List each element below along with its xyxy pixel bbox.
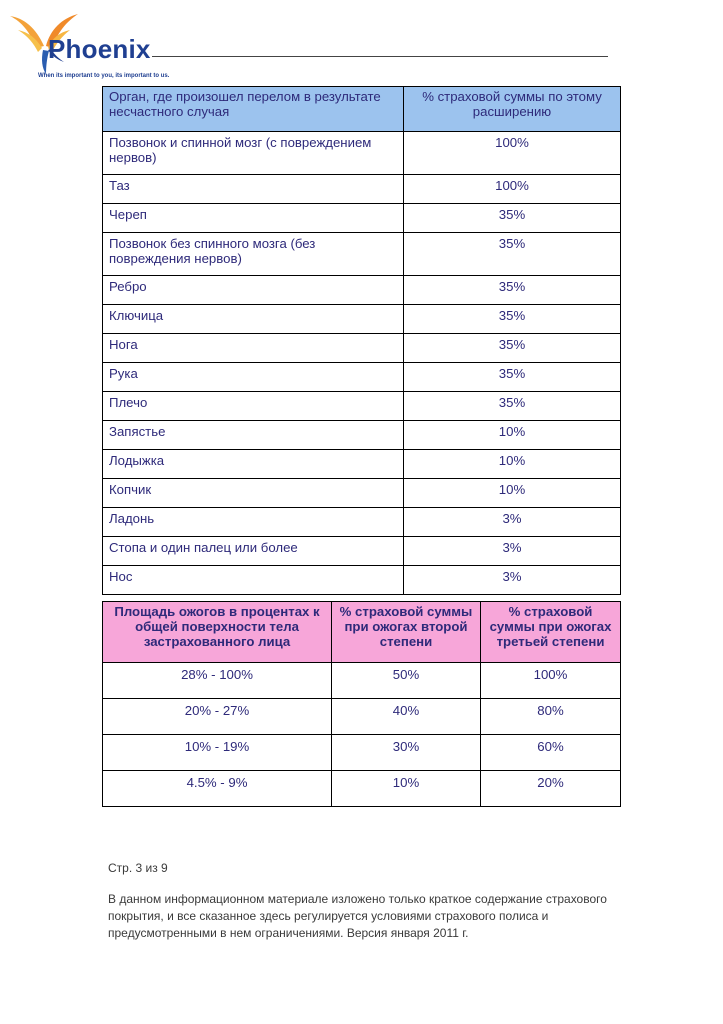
percent-cell: 35%: [404, 204, 621, 233]
table-header-row: [103, 602, 621, 663]
second-degree-cell: 40%: [332, 699, 481, 735]
organ-cell: Таз: [103, 175, 404, 204]
burn-area-cell: 4.5% - 9%: [103, 771, 332, 807]
organ-cell: Рука: [103, 363, 404, 392]
table-row: [103, 276, 621, 305]
percent-cell: 3%: [404, 566, 621, 595]
header-divider: [152, 56, 608, 57]
organ-cell: Копчик: [103, 479, 404, 508]
percent-cell: 35%: [404, 276, 621, 305]
organ-cell: Ладонь: [103, 508, 404, 537]
table-row: [103, 566, 621, 595]
burn-area-cell: 10% - 19%: [103, 735, 332, 771]
table-row: [103, 771, 621, 807]
table-header-row: [103, 87, 621, 132]
percent-cell: 10%: [404, 450, 621, 479]
table-row: [103, 334, 621, 363]
fracture-table: [102, 86, 621, 595]
organ-cell: Плечо: [103, 392, 404, 421]
percent-cell: 3%: [404, 508, 621, 537]
table-row: [103, 204, 621, 233]
third-degree-cell: 60%: [481, 735, 621, 771]
brand-tagline: When its important to you, its important to us.: [38, 73, 170, 79]
table-row: [103, 392, 621, 421]
percent-cell: 35%: [404, 392, 621, 421]
column-header-third-degree: % страховой суммы при ожогах третьей степени: [481, 602, 621, 663]
third-degree-cell: 100%: [481, 663, 621, 699]
organ-cell: Позвонок без спинного мозга (без повреждения нервов): [103, 233, 404, 276]
page-header: [0, 0, 723, 88]
table-row: [103, 132, 621, 175]
column-header-second-degree: % страховой суммы при ожогах второй степени: [332, 602, 481, 663]
table-row: [103, 421, 621, 450]
table-row: [103, 735, 621, 771]
page-number: Стр. 3 из 9: [108, 861, 168, 875]
third-degree-cell: 80%: [481, 699, 621, 735]
table-row: [103, 663, 621, 699]
disclaimer-text: В данном информационном материале изложено только краткое содержание страхового покрытия, и все сказанное здесь регулируется условиями страхового полиса и предусмотренными в нем ограничениями. Версия января 2011 г.: [108, 892, 607, 940]
organ-cell: Лодыжка: [103, 450, 404, 479]
burns-table: [102, 601, 621, 807]
table-row: [103, 508, 621, 537]
organ-cell: Стопа и один палец или более: [103, 537, 404, 566]
percent-cell: 35%: [404, 233, 621, 276]
table-row: [103, 479, 621, 508]
burn-area-cell: 28% - 100%: [103, 663, 332, 699]
third-degree-cell: 20%: [481, 771, 621, 807]
organ-cell: Череп: [103, 204, 404, 233]
percent-cell: 100%: [404, 175, 621, 204]
column-header-percent: % страховой суммы по этому расширению: [404, 87, 621, 132]
organ-cell: Ребро: [103, 276, 404, 305]
organ-cell: Ключица: [103, 305, 404, 334]
column-header-organ: Орган, где произошел перелом в результате несчастного случая: [103, 87, 404, 132]
second-degree-cell: 50%: [332, 663, 481, 699]
table-row: [103, 233, 621, 276]
table-row: [103, 175, 621, 204]
brand-name: Phoenix: [48, 34, 151, 64]
organ-cell: Нога: [103, 334, 404, 363]
table-row: [103, 537, 621, 566]
table-row: [103, 699, 621, 735]
percent-cell: 35%: [404, 363, 621, 392]
table-row: [103, 450, 621, 479]
organ-cell: Позвонок и спинной мозг (с повреждением нервов): [103, 132, 404, 175]
table-row: [103, 305, 621, 334]
percent-cell: 100%: [404, 132, 621, 175]
column-header-burn-area: Площадь ожогов в процентах к общей поверхности тела застрахованного лица: [103, 602, 332, 663]
percent-cell: 35%: [404, 334, 621, 363]
percent-cell: 10%: [404, 421, 621, 450]
second-degree-cell: 30%: [332, 735, 481, 771]
percent-cell: 3%: [404, 537, 621, 566]
percent-cell: 10%: [404, 479, 621, 508]
organ-cell: Нос: [103, 566, 404, 595]
percent-cell: 35%: [404, 305, 621, 334]
organ-cell: Запястье: [103, 421, 404, 450]
table-row: [103, 363, 621, 392]
second-degree-cell: 10%: [332, 771, 481, 807]
burn-area-cell: 20% - 27%: [103, 699, 332, 735]
